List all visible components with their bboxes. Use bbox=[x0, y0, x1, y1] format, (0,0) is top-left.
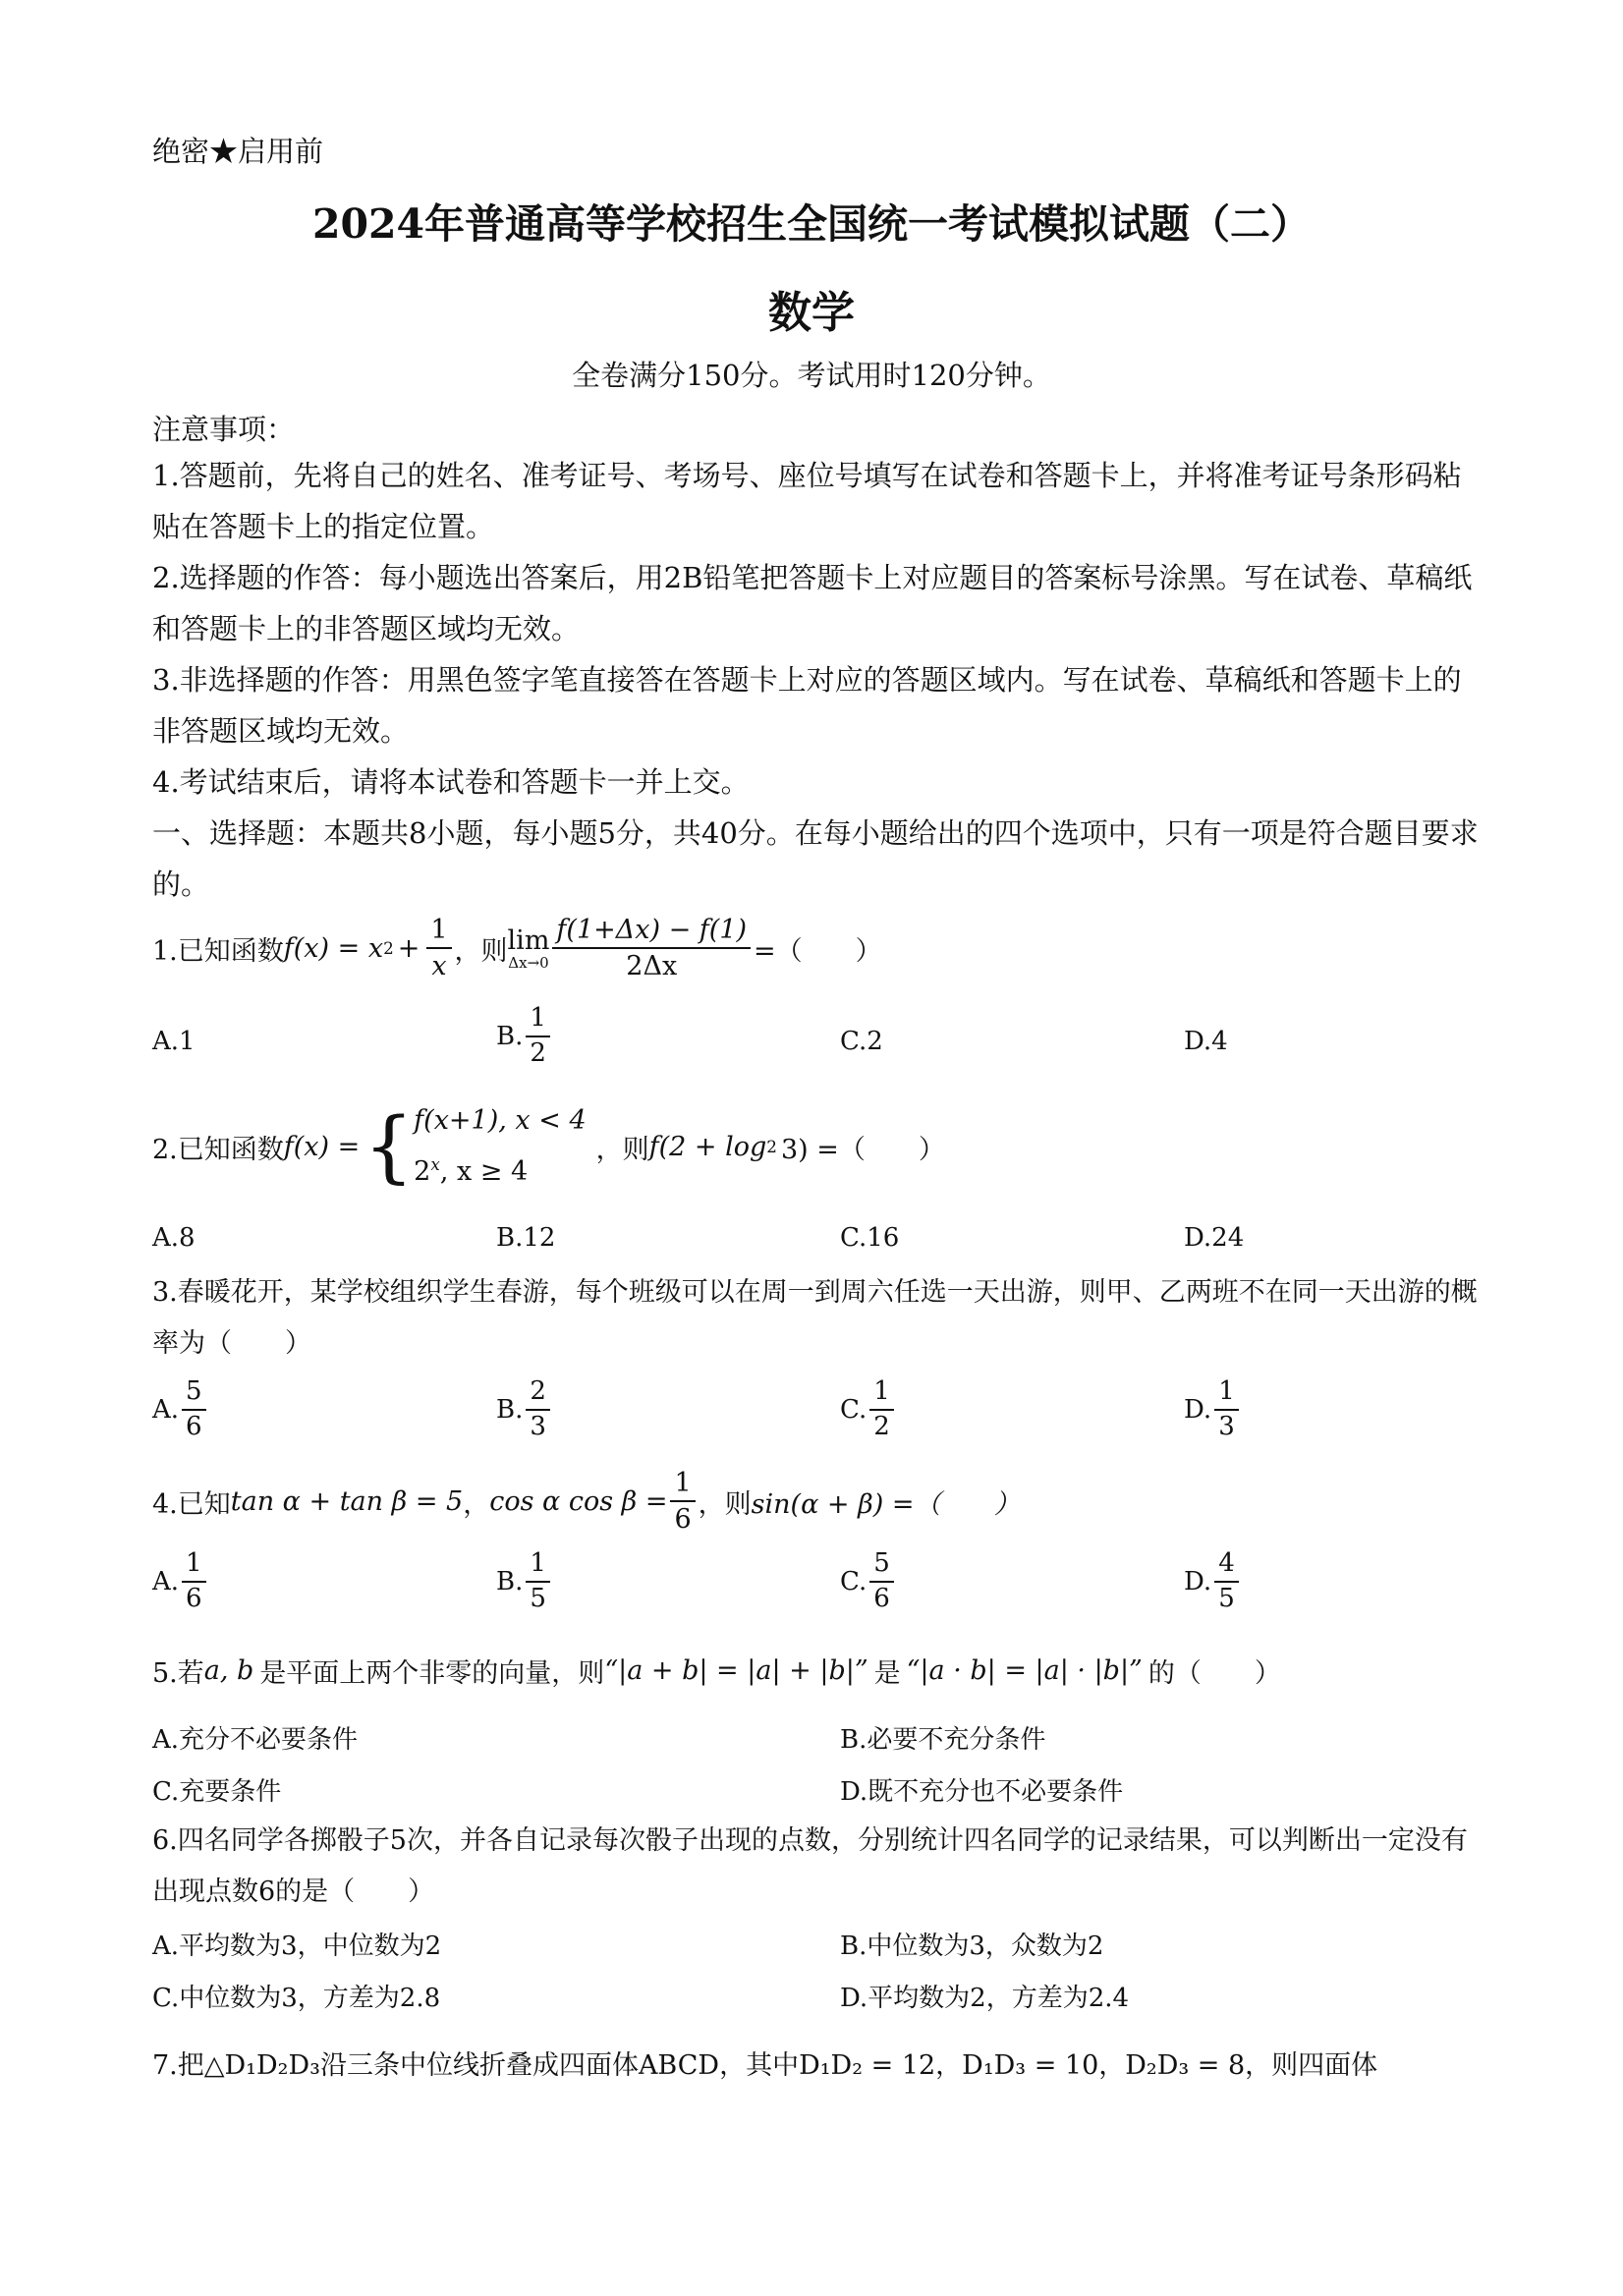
q1-difference-quotient bbox=[552, 915, 751, 981]
q5-option-c: C.充要条件 bbox=[152, 1777, 282, 1807]
q4-expr-3: sin(α + β) =（ ） bbox=[751, 1488, 1021, 1520]
subject-title: 数学 bbox=[768, 288, 855, 338]
q1-option-a: A.1 bbox=[152, 1027, 196, 1056]
q4-frac-den: 6 bbox=[674, 1504, 692, 1535]
q3-option-c-frac bbox=[869, 1377, 894, 1442]
question-2 bbox=[152, 1102, 945, 1191]
q4-option-d-frac bbox=[1214, 1549, 1239, 1614]
question-1 bbox=[152, 914, 882, 982]
q2-option-b: B.12 bbox=[496, 1223, 556, 1253]
q2-expr: f(2 + log bbox=[648, 1131, 767, 1162]
question-6: 6.四名同学各掷骰子5次，并各自记录每次骰子出现的点数，分别统计四名同学的记录结果，可以判断出一定没有出现点数6的是（ ） bbox=[152, 1825, 1468, 1907]
q3-option-d-frac bbox=[1214, 1377, 1239, 1442]
q4-option-d-den: 5 bbox=[1218, 1583, 1235, 1613]
q4-option-d bbox=[1184, 1549, 1242, 1614]
q3-option-d-num: 1 bbox=[1214, 1377, 1239, 1411]
question-5 bbox=[152, 1643, 1281, 1698]
q4-prefix: 4.已知 bbox=[152, 1488, 231, 1520]
q4-option-a-num: 1 bbox=[182, 1549, 206, 1583]
question-7: 7.把△D₁D₂D₃沿三条中位线折叠成四面体ABCD，其中D₁D₂ = 12，D₁D₃ = 10，D₂D₃ = 8，则四面体 bbox=[152, 2050, 1378, 2081]
q5-option-a: A.充分不必要条件 bbox=[152, 1725, 359, 1755]
notice-item-2: 2.选择题的作答：每小题选出答案后，用2B铅笔把答题卡上对应题目的答案标号涂黑。写在试卷、草稿纸和答题卡上的非答题区域均无效。 bbox=[152, 561, 1473, 645]
q1-option-b bbox=[496, 1004, 553, 1069]
q3-option-a-frac bbox=[182, 1377, 206, 1442]
q3-option-b-label: B. bbox=[496, 1394, 524, 1425]
q2-case-1: f(x+1), x < 4 bbox=[414, 1105, 587, 1136]
q4-option-c bbox=[840, 1549, 897, 1614]
notice-item-4: 4.考试结束后，请将本试卷和答题卡一并上交。 bbox=[152, 765, 750, 799]
q5-option-b: B.必要不充分条件 bbox=[840, 1725, 1046, 1755]
q4-option-a-den: 6 bbox=[186, 1583, 202, 1613]
q4-expr-2: cos α cos β = bbox=[489, 1485, 668, 1517]
q2-option-a: A.8 bbox=[152, 1223, 196, 1253]
q2-prefix: 2.已知函数 bbox=[152, 1134, 284, 1165]
q6-option-c: C.中位数为3，方差为2.8 bbox=[152, 1984, 441, 2013]
q4-option-b bbox=[496, 1549, 553, 1614]
q1-lim-word: lim bbox=[507, 925, 550, 956]
q4-option-c-num: 5 bbox=[869, 1549, 894, 1583]
q4-option-c-den: 6 bbox=[873, 1583, 890, 1613]
q1-limit bbox=[508, 925, 550, 971]
q5-condition-2: “|a · b| = |a| · |b|” bbox=[906, 1654, 1143, 1686]
q1-option-b-frac bbox=[526, 1004, 550, 1069]
q3-option-a-num: 5 bbox=[182, 1377, 206, 1411]
q3-option-a-den: 6 bbox=[186, 1411, 202, 1441]
notice-item-3: 3.非选择题的作答：用黑色签字笔直接答在答题卡上对应的答题区域内。写在试卷、草稿纸和答题卡上的非答题区域均无效。 bbox=[152, 663, 1462, 748]
q2-then: ，则 bbox=[595, 1134, 649, 1165]
q1-square: 2 bbox=[383, 938, 394, 958]
q6-option-b: B.中位数为3，众数为2 bbox=[840, 1932, 1104, 1961]
q1-dq-num: f(1+Δx) − f(1) bbox=[552, 915, 751, 949]
q3-option-a-label: A. bbox=[152, 1394, 180, 1425]
q1-prefix: 1.已知函数 bbox=[152, 935, 284, 967]
q2-expr-tail: 3) =（ ） bbox=[780, 1134, 945, 1165]
notice-item-1: 1.答题前，先将自己的姓名、准考证号、考场号、座位号填写在试卷和答题卡上，并将准考证号条形码粘贴在答题卡上的指定位置。 bbox=[152, 459, 1462, 543]
q3-option-c-label: C. bbox=[840, 1394, 867, 1425]
q4-option-d-label: D. bbox=[1184, 1566, 1212, 1596]
q4-option-c-frac bbox=[869, 1549, 894, 1614]
q3-option-a bbox=[152, 1377, 209, 1442]
q2-case-2 bbox=[414, 1143, 586, 1194]
q1-plus: + bbox=[397, 932, 420, 964]
q4-frac-num: 1 bbox=[670, 1468, 695, 1502]
section-1-heading: 一、选择题：本题共8小题，每小题5分，共40分。在每小题给出的四个选项中，只有一项是符合题目要求的。 bbox=[152, 816, 1479, 901]
q1-option-b-den: 2 bbox=[530, 1037, 546, 1068]
q4-option-a-frac bbox=[182, 1549, 206, 1614]
q1-option-b-num: 1 bbox=[526, 1004, 550, 1037]
q3-option-d-den: 3 bbox=[1218, 1411, 1235, 1441]
q2-option-c: C.16 bbox=[840, 1223, 900, 1253]
q1-frac-den: x bbox=[431, 951, 447, 981]
q3-option-d-label: D. bbox=[1184, 1394, 1212, 1425]
q4-frac bbox=[670, 1468, 695, 1535]
q5-vectors: a, b bbox=[203, 1654, 254, 1686]
q1-frac-num: 1 bbox=[426, 915, 451, 949]
q4-option-b-den: 5 bbox=[530, 1583, 546, 1613]
q4-option-a bbox=[152, 1549, 209, 1614]
q4-option-b-label: B. bbox=[496, 1566, 524, 1596]
question-3: 3.春暖花开，某学校组织学生春游，每个班级可以在周一到周六任选一天出游，则甲、乙两班不在同一天出游的概率为（ ） bbox=[152, 1277, 1478, 1359]
q5-tail: 的（ ） bbox=[1147, 1657, 1281, 1689]
q1-frac-1-over-x bbox=[426, 915, 451, 981]
q4-option-b-num: 1 bbox=[526, 1549, 550, 1583]
exam-title: 2024年普通高等学校招生全国统一考试模拟试题（二） bbox=[311, 200, 1312, 248]
q4-option-d-num: 4 bbox=[1214, 1549, 1239, 1583]
q1-option-b-label: B. bbox=[496, 1021, 524, 1051]
q2-case-2-base: 2 bbox=[414, 1156, 431, 1187]
q2-fx: f(x) = bbox=[283, 1131, 361, 1162]
q3-option-b-num: 2 bbox=[526, 1377, 550, 1411]
q4-separator: ， bbox=[463, 1488, 490, 1520]
q4-option-c-label: C. bbox=[840, 1566, 867, 1596]
q5-prefix: 5.若 bbox=[152, 1657, 204, 1689]
q1-then: ，则 bbox=[454, 935, 508, 967]
q4-option-b-frac bbox=[526, 1549, 550, 1614]
question-4 bbox=[152, 1464, 1020, 1539]
q1-tail: =（ ） bbox=[754, 935, 882, 967]
secret-label: 绝密★启用前 bbox=[152, 135, 324, 168]
q5-condition-1: “|a + b| = |a| + |b|” bbox=[604, 1654, 868, 1686]
q1-lim-sub: Δx→0 bbox=[508, 954, 549, 972]
q3-option-b-den: 3 bbox=[530, 1411, 546, 1441]
full-mark-note: 全卷满分150分。考试用时120分钟。 bbox=[572, 359, 1051, 392]
q4-expr-1: tan α + tan β = 5 bbox=[230, 1485, 464, 1517]
q5-is: 是 bbox=[873, 1657, 901, 1689]
q3-option-b-frac bbox=[526, 1377, 550, 1442]
q1-dq-den: 2Δx bbox=[626, 951, 678, 981]
q2-case-2-exp: x bbox=[430, 1154, 440, 1174]
q1-option-c: C.2 bbox=[840, 1027, 883, 1056]
q2-option-d: D.24 bbox=[1184, 1223, 1245, 1253]
q2-case-2-tail: , x ≥ 4 bbox=[439, 1156, 529, 1187]
notice-heading: 注意事项： bbox=[152, 413, 296, 446]
q4-option-a-label: A. bbox=[152, 1566, 180, 1596]
q3-option-b bbox=[496, 1377, 553, 1442]
q5-mid: 是平面上两个非零的向量，则 bbox=[259, 1657, 605, 1689]
q5-option-d: D.既不充分也不必要条件 bbox=[840, 1777, 1124, 1807]
q6-option-d: D.平均数为2，方差为2.4 bbox=[840, 1984, 1130, 2013]
q6-option-a: A.平均数为3，中位数为2 bbox=[152, 1932, 442, 1961]
q3-option-d bbox=[1184, 1377, 1242, 1442]
q2-brace-icon: { bbox=[364, 1100, 415, 1192]
q2-log-base: 2 bbox=[766, 1137, 777, 1156]
q2-piecewise bbox=[414, 1099, 586, 1194]
q1-option-d: D.4 bbox=[1184, 1027, 1228, 1056]
q3-option-c bbox=[840, 1377, 897, 1442]
q1-fx: f(x) = x bbox=[283, 932, 384, 964]
q3-option-c-den: 2 bbox=[873, 1411, 890, 1441]
q4-then: ，则 bbox=[698, 1488, 752, 1520]
q3-option-c-num: 1 bbox=[869, 1377, 894, 1411]
